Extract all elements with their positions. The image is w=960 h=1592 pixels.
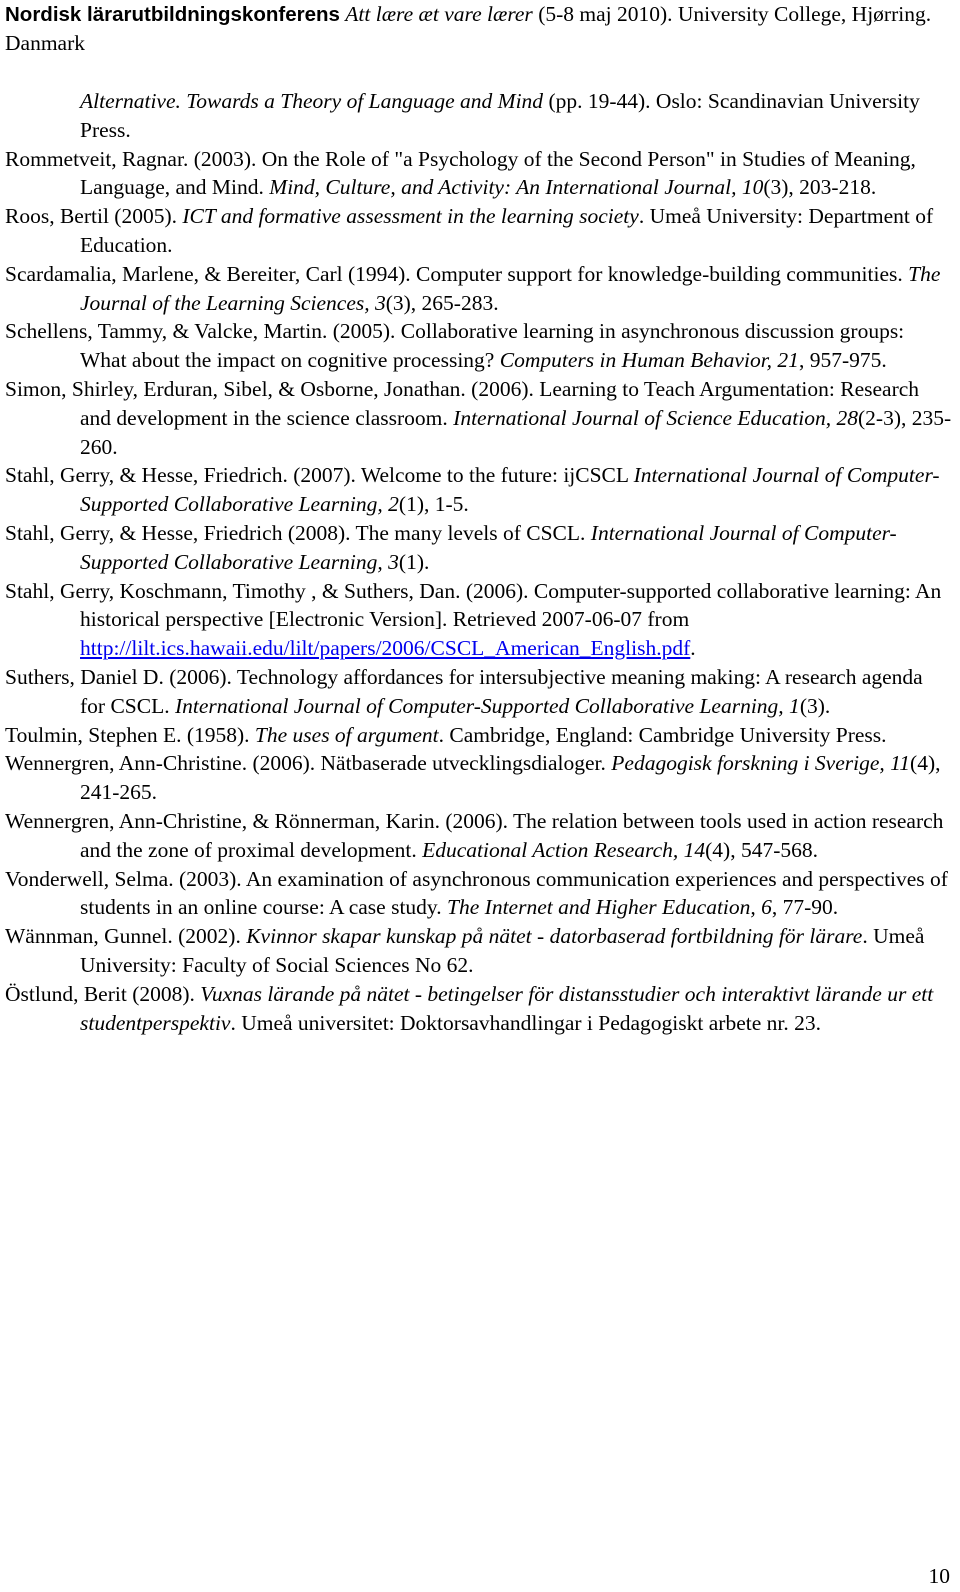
reference-title: Educational Action Research, 14 bbox=[422, 837, 706, 862]
reference-entry bbox=[5, 721, 953, 750]
reference-entry bbox=[5, 202, 953, 260]
reference-entry bbox=[5, 577, 953, 663]
reference-text: (4), 241-265. bbox=[80, 751, 941, 805]
reference-text: , 77-90. bbox=[771, 895, 839, 920]
reference-text: (pp. 19-44). Oslo: Scandinavian University Press. bbox=[80, 89, 920, 142]
reference-text: . Umeå universitet: Doktorsavhandlingar i Pedagogiskt arbete nr. 23. bbox=[230, 1010, 821, 1035]
reference-title: The uses of argument bbox=[254, 722, 439, 747]
reference-text: Östlund, Berit (2008). bbox=[5, 981, 201, 1006]
reference-text: (1), 1-5. bbox=[398, 492, 469, 517]
reference-title: Computers in Human Behavior, 21 bbox=[499, 348, 799, 373]
reference-entry bbox=[5, 461, 953, 519]
reference-text: Rommetveit, Ragnar. (2003). On the Role of "a Psychology of the Second Person" in Studies of Meaning, Language, and Mind. bbox=[5, 146, 916, 200]
reference-text: (3). bbox=[799, 693, 831, 718]
conference-name: Nordisk lärarutbildningskonferens bbox=[5, 3, 340, 26]
reference-text: (3), 265-283. bbox=[385, 290, 499, 315]
reference-entry bbox=[5, 807, 953, 865]
reference-text: Stahl, Gerry, & Hesse, Friedrich. (2007). Welcome to the future: ijCSCL bbox=[5, 463, 634, 488]
reference-text: Wännman, Gunnel. (2002). bbox=[5, 924, 247, 949]
reference-title: ICT and formative assessment in the learning society bbox=[182, 204, 639, 229]
reference-title: Pedagogisk forskning i Sverige, 11 bbox=[611, 751, 911, 776]
reference-text: . bbox=[690, 636, 696, 661]
reference-text: Schellens, Tammy, & Valcke, Martin. (2005). Collaborative learning in asynchronous discussion groups: What about the impact on cognitive processing? bbox=[5, 319, 905, 373]
reference-text: Wennergren, Ann-Christine. (2006). Nätbaserade utvecklingsdialoger. bbox=[5, 751, 612, 776]
page-number: 10 bbox=[928, 1564, 950, 1588]
reference-text: Simon, Shirley, Erduran, Sibel, & Osborne, Jonathan. (2006). Learning to Teach Argumentation: Research and development in the science classroom. bbox=[5, 376, 920, 430]
reference-text: Roos, Bertil (2005). bbox=[5, 204, 183, 229]
reference-text: Toulmin, Stephen E. (1958). bbox=[5, 722, 255, 747]
reference-title: Mind, Culture, and Activity: An International Journal, 10 bbox=[269, 175, 764, 200]
reference-text: Scardamalia, Marlene, & Bereiter, Carl (1994). Computer support for knowledge-building communities. bbox=[5, 261, 909, 286]
reference-entry bbox=[5, 375, 953, 461]
reference-text: . Cambridge, England: Cambridge University Press. bbox=[438, 722, 887, 747]
reference-title: Alternative. Towards a Theory of Language and Mind bbox=[80, 89, 544, 113]
reference-list bbox=[5, 87, 953, 1037]
reference-text: Wennergren, Ann-Christine, & Rönnerman, Karin. (2006). The relation between tools used in action research and the zone of proximal development. bbox=[5, 808, 944, 862]
conference-details: (5-8 maj 2010). University College, Hjørring. Danmark bbox=[5, 2, 932, 55]
reference-text: . Umeå University: Department of Education. bbox=[80, 204, 934, 257]
reference-title: International Journal of Computer-Supported Collaborative Learning, 3 bbox=[80, 520, 897, 574]
reference-text: (4), 547-568. bbox=[705, 837, 818, 862]
reference-title: International Journal of Computer-Supported Collaborative Learning, 1 bbox=[174, 693, 800, 718]
reference-title: International Journal of Computer-Supported Collaborative Learning, 2 bbox=[80, 463, 940, 517]
reference-text: (2-3), 235-260. bbox=[80, 405, 952, 459]
reference-entry bbox=[5, 145, 953, 203]
reference-text: . Umeå University: Faculty of Social Sciences No 62. bbox=[80, 924, 925, 977]
reference-title: Vuxnas lärande på nätet - betingelser för distansstudier och interaktivt lärande ur ett studentperspektiv bbox=[80, 981, 934, 1035]
reference-text: Vonderwell, Selma. (2003). An examination of asynchronous communication experiences and perspectives of students in an online course: A case study. bbox=[5, 866, 948, 920]
conference-theme: Att lære æt vare lærer bbox=[345, 2, 533, 26]
reference-entry bbox=[5, 519, 953, 577]
reference-entry bbox=[5, 260, 953, 318]
reference-entry bbox=[5, 980, 953, 1038]
reference-text: , 957-975. bbox=[798, 348, 887, 373]
reference-title: The Journal of the Learning Sciences, 3 bbox=[80, 261, 941, 315]
reference-entry bbox=[5, 749, 953, 807]
reference-text: Stahl, Gerry, Koschmann, Timothy , & Suthers, Dan. (2006). Computer-supported collaborative learning: An historical perspective [Electronic Version]. Retrieved 2007-06-07 from bbox=[5, 578, 942, 632]
reference-entry bbox=[5, 865, 953, 923]
reference-text: (3), 203-218. bbox=[763, 175, 877, 200]
reference-text: Suthers, Daniel D. (2006). Technology affordances for intersubjective meaning making: A research agenda for CSCL. bbox=[5, 664, 923, 718]
reference-entry bbox=[5, 663, 953, 721]
reference-title: The Internet and Higher Education, 6 bbox=[447, 895, 772, 920]
reference-title: Kvinnor skapar kunskap på nätet - datorbaserad fortbildning för lärare bbox=[246, 924, 863, 949]
reference-text: Stahl, Gerry, & Hesse, Friedrich (2008). The many levels of CSCL. bbox=[5, 520, 591, 545]
reference-text: (1). bbox=[398, 549, 430, 574]
page-header bbox=[5, 0, 950, 58]
reference-title: International Journal of Science Education, 28 bbox=[453, 405, 858, 430]
reference-entry bbox=[5, 317, 953, 375]
reference-entry bbox=[5, 922, 953, 980]
reference-link[interactable]: http://lilt.ics.hawaii.edu/lilt/papers/2006/CSCL_American_English.pdf bbox=[80, 636, 691, 661]
reference-continuation bbox=[5, 87, 953, 145]
